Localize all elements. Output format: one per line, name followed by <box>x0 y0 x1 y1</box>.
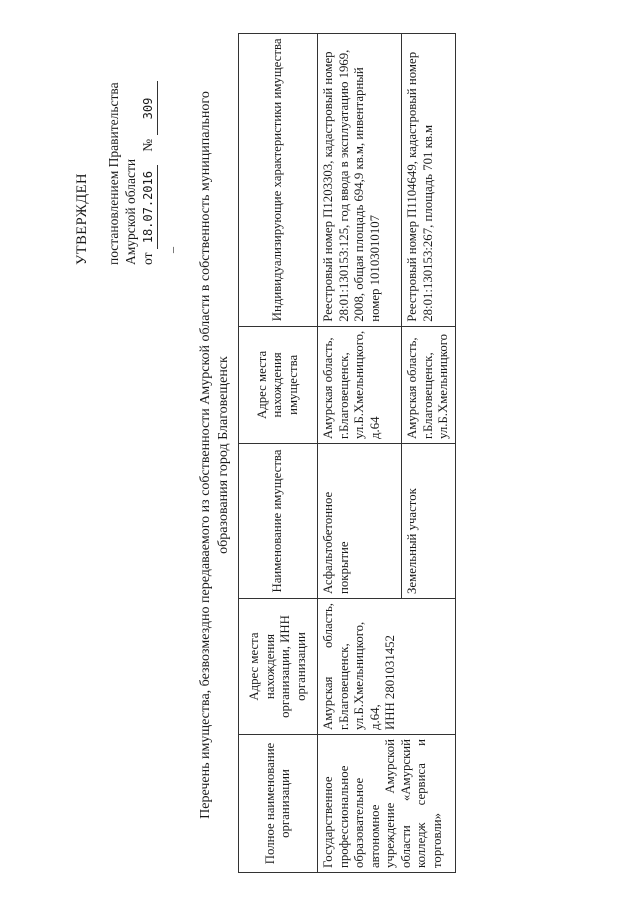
characteristics-cell: Реестровый номер П1104649, кадастровый номер 28:01:130153:267, площадь 701 кв.м <box>402 34 456 327</box>
property-address-cell: Амурская область, г.Благовещенск, ул.Б.Хмельницкого, д.64 <box>318 326 402 443</box>
header-characteristics: Индивидуализирующие характеристики имущества <box>239 34 318 327</box>
table-row <box>318 34 402 873</box>
property-address-cell: Амурская область, г.Благовещенск, ул.Б.Хмельницкого <box>402 326 456 443</box>
org-inn: ИНН 2801031452 <box>383 635 397 730</box>
approval-line-2: Амурской области <box>123 158 138 265</box>
approval-date-line <box>139 5 158 265</box>
characteristics-cell: Реестровый номер П1203303, кадастровый номер 28:01:130153:125, год ввода в эксплуатацию 1969, 2008, общая площадь 694,9 кв.м, инвентарный номер 10103010107 <box>318 34 402 327</box>
org-address-cell <box>318 599 456 735</box>
approval-dash: – <box>165 247 179 253</box>
approval-number: 309 <box>140 82 158 136</box>
approval-stamp <box>74 5 182 265</box>
number-prefix: № <box>140 138 155 152</box>
header-property-address: Адрес места нахождения имущества <box>239 326 318 443</box>
table-header-row <box>239 34 318 873</box>
document-title <box>197 35 233 875</box>
header-property-name: Наименование имущества <box>239 444 318 599</box>
header-org-address: Адрес места нахождения организации, ИНН организации <box>239 599 318 735</box>
property-table <box>238 33 456 873</box>
title-line-2: образования город Благовещенск <box>216 356 231 554</box>
org-name-cell: Государственное профессиональное образовательное автономное учреждение Амурской области «Амурский колледж сервиса и торговли» <box>318 735 456 873</box>
property-name-cell: Асфальтобетонное покрытие <box>318 444 402 599</box>
approval-date: 18.07.2016 <box>140 165 158 249</box>
approval-line-1: постановлением Правительства <box>106 82 121 265</box>
title-line-1: Перечень имущества, безвозмездно передаваемого из собственности Амурской области в собственность муниципального <box>198 91 213 819</box>
header-org-name: Полное наименование организации <box>239 735 318 873</box>
org-address: Амурская область, г.Благовещенск, ул.Б.Хмельницкого, д.64, <box>321 603 382 730</box>
approval-heading: УТВЕРЖДЕН <box>74 173 90 265</box>
property-name-cell: Земельный участок <box>402 444 456 599</box>
date-prefix: от <box>140 252 155 265</box>
